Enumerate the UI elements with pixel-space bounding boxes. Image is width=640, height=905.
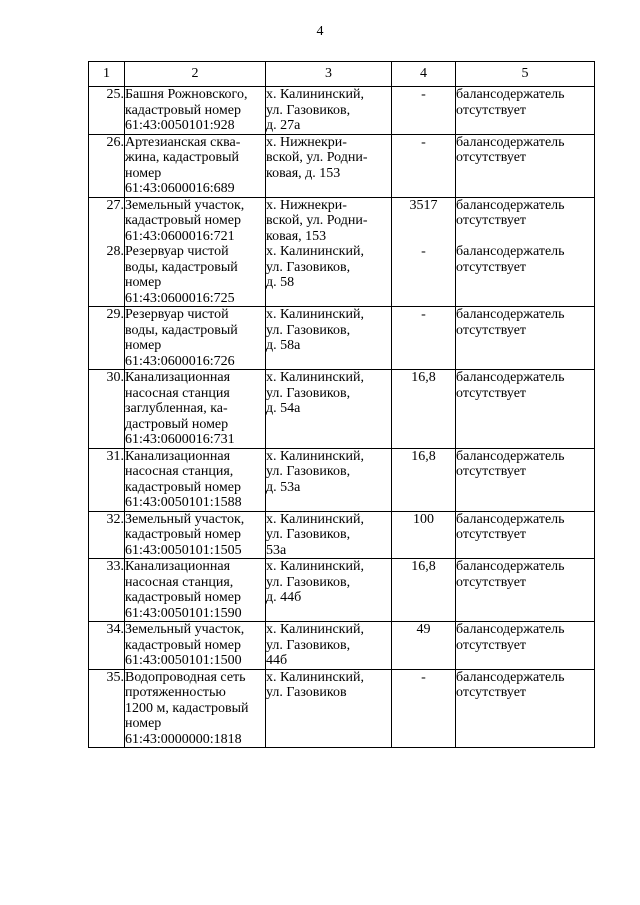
balance-holder: балансодержатель отсутствует [456,622,595,670]
row-number: 34. [89,622,125,670]
column-header-2: 2 [125,62,266,87]
object-area: 49 [392,622,456,670]
object-name: Водопроводная сеть протяженностью 1200 м, кадастровый номер 61:43:0000000:1818 [125,669,266,748]
balance-holder: балансодержатель отсутствует [456,370,595,449]
object-address: х. Калининский, ул. Газовиков, д. 44б [266,559,392,622]
page-number: 4 [316,24,324,39]
row-number: 29. [89,307,125,370]
object-name: Резервуар чистой воды, кадастровый номер 61:43:0600016:726 [125,307,266,370]
table-row [89,622,595,670]
object-area: - [392,134,456,197]
object-name: Земельный участок, кадастровый номер 61:43:0600016:721 [125,197,266,244]
row-number: 28. [89,244,125,307]
row-number: 35. [89,669,125,748]
balance-holder: балансодержатель отсутствует [456,448,595,511]
table-row [89,87,595,135]
object-area: - [392,87,456,135]
table-row [89,448,595,511]
object-name: Башня Рожновского, кадастровый номер 61:43:0050101:928 [125,87,266,135]
object-address: х. Калининский, ул. Газовиков, 53а [266,511,392,559]
object-area: - [392,244,456,307]
object-area: 3517 [392,197,456,244]
balance-holder: балансодержатель отсутствует [456,559,595,622]
row-number: 33. [89,559,125,622]
row-number: 32. [89,511,125,559]
table-row [89,307,595,370]
object-address: х. Калининский, ул. Газовиков, д. 27а [266,87,392,135]
object-name: Земельный участок, кадастровый номер 61:43:0050101:1505 [125,511,266,559]
object-area: 100 [392,511,456,559]
balance-holder: балансодержатель отсутствует [456,244,595,307]
object-area: - [392,669,456,748]
object-name: Канализационная насосная станция, кадастровый номер 61:43:0050101:1590 [125,559,266,622]
column-header-4: 4 [392,62,456,87]
table-row [89,244,595,307]
balance-holder: балансодержатель отсутствует [456,87,595,135]
row-number: 27. [89,197,125,244]
object-address: х. Нижнекри- вской, ул. Родни- ковая, д. 153 [266,134,392,197]
object-area: - [392,307,456,370]
object-address: х. Калининский, ул. Газовиков, д. 54а [266,370,392,449]
object-address: х. Калининский, ул. Газовиков, д. 58а [266,307,392,370]
table-row [89,511,595,559]
balance-holder: балансодержатель отсутствует [456,134,595,197]
object-area: 16,8 [392,559,456,622]
row-number: 30. [89,370,125,449]
table-row [89,559,595,622]
row-number: 26. [89,134,125,197]
object-name: Канализационная насосная станция, кадастровый номер 61:43:0050101:1588 [125,448,266,511]
table-row [89,370,595,449]
object-address: х. Калининский, ул. Газовиков, д. 53а [266,448,392,511]
column-header-5: 5 [456,62,595,87]
object-area: 16,8 [392,448,456,511]
column-header-3: 3 [266,62,392,87]
balance-holder: балансодержатель отсутствует [456,511,595,559]
table-row [89,669,595,748]
object-name: Земельный участок, кадастровый номер 61:43:0050101:1500 [125,622,266,670]
object-area: 16,8 [392,370,456,449]
table-header-row [89,62,595,87]
object-name: Канализационная насосная станция заглубленная, ка- дастровый номер 61:43:0600016:731 [125,370,266,449]
row-number: 31. [89,448,125,511]
table-row [89,134,595,197]
balance-holder: балансодержатель отсутствует [456,307,595,370]
row-number: 25. [89,87,125,135]
object-address: х. Калининский, ул. Газовиков, д. 58 [266,244,392,307]
object-name: Резервуар чистой воды, кадастровый номер 61:43:0600016:725 [125,244,266,307]
balance-holder: балансодержатель отсутствует [456,669,595,748]
property-register-table [88,61,595,748]
object-address: х. Калининский, ул. Газовиков [266,669,392,748]
column-header-1: 1 [89,62,125,87]
object-address: х. Калининский, ул. Газовиков, 44б [266,622,392,670]
object-name: Артезианская сква- жина, кадастровый номер 61:43:0600016:689 [125,134,266,197]
object-address: х. Нижнекри- вской, ул. Родни- ковая, 153 [266,197,392,244]
table-row [89,197,595,244]
balance-holder: балансодержатель отсутствует [456,197,595,244]
